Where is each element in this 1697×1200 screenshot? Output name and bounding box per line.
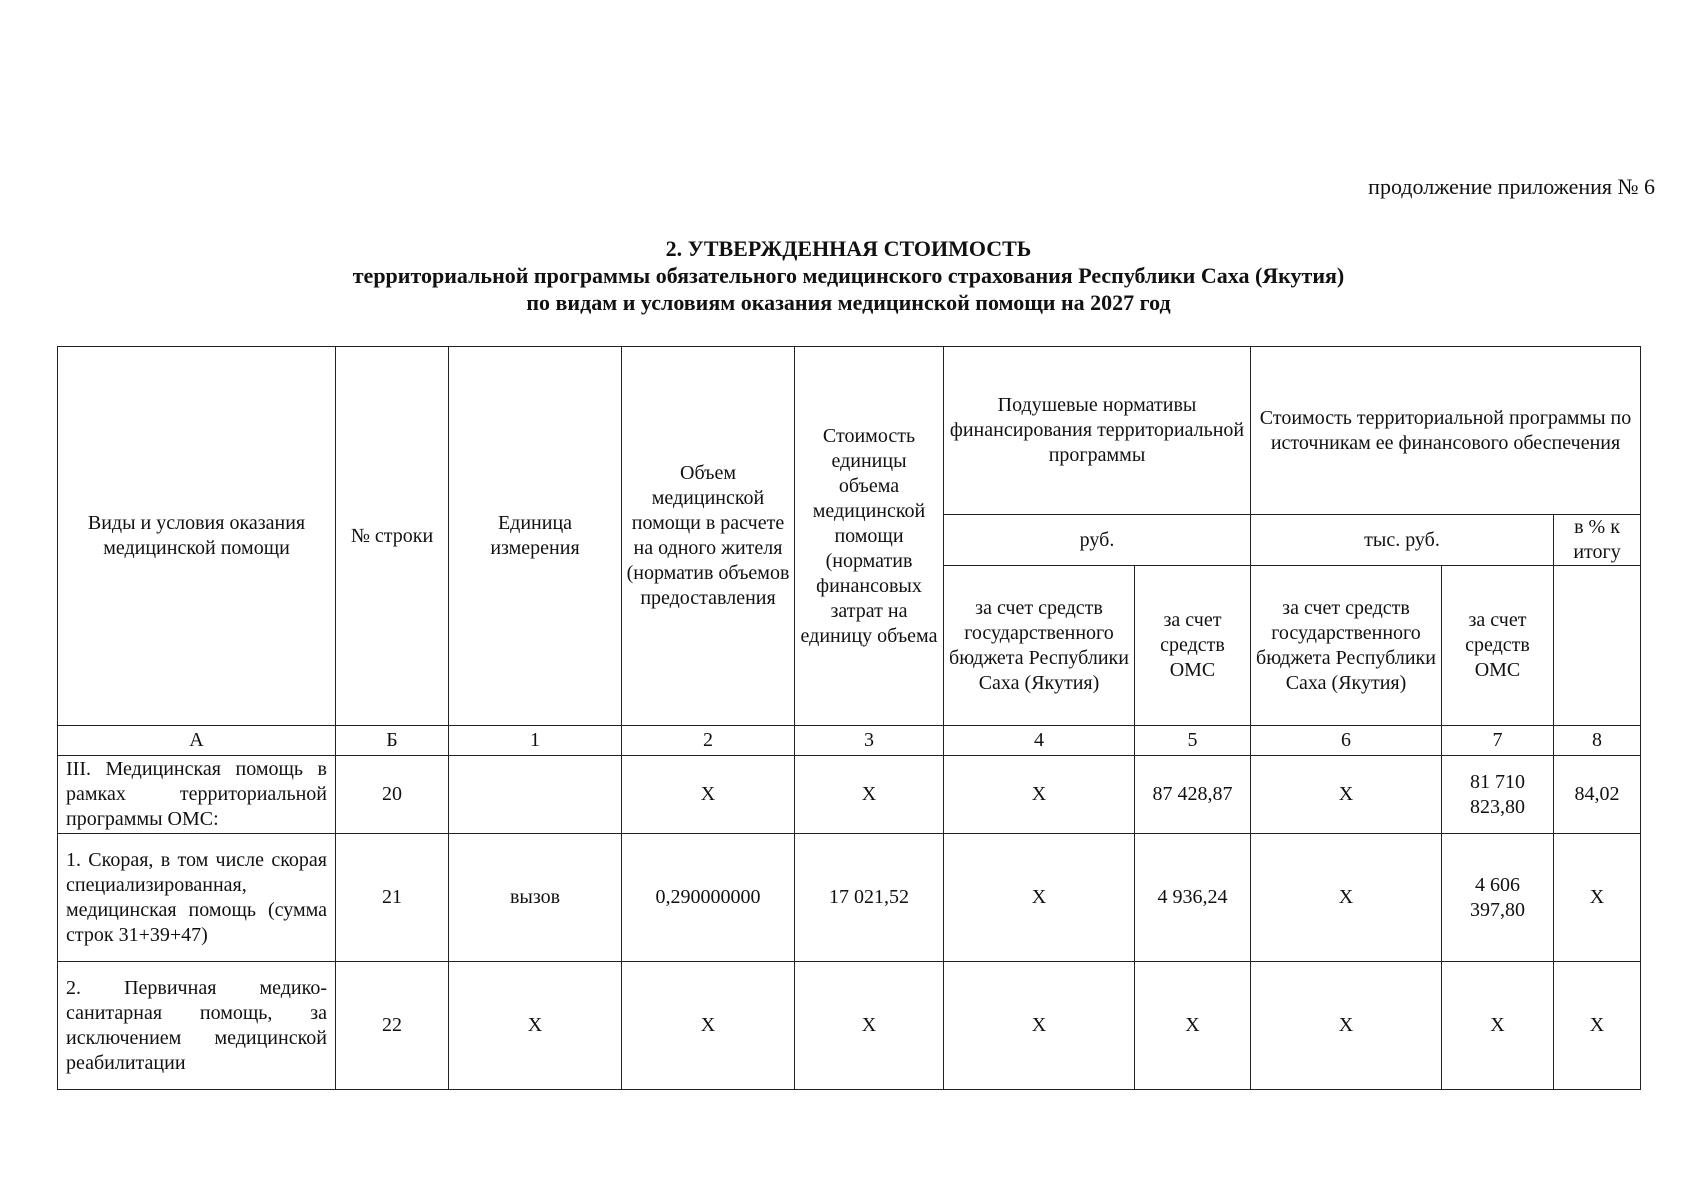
row-per-capita-oms: 87 428,87: [1135, 756, 1251, 834]
row-volume: Х: [622, 756, 795, 834]
header-col-2: Объем медицинской помощи в расчете на одного жителя (норматив объемов предоставления: [622, 347, 795, 726]
header-col-6: за счет средств государственного бюджета Республики Саха (Якутия): [1251, 566, 1442, 726]
index-cell: А: [58, 726, 336, 756]
row-per-capita-oms: Х: [1135, 962, 1251, 1090]
row-cost-budget: Х: [1251, 962, 1442, 1090]
row-percent: 84,02: [1554, 756, 1641, 834]
header-col-b: № строки: [336, 347, 449, 726]
header-row-1: [58, 347, 1641, 515]
index-cell: Б: [336, 726, 449, 756]
row-line-number: 21: [336, 834, 449, 962]
row-cost-budget: Х: [1251, 834, 1442, 962]
row-unit-cost: Х: [795, 962, 944, 1090]
index-cell: 1: [449, 726, 622, 756]
index-cell: 6: [1251, 726, 1442, 756]
index-cell: 7: [1442, 726, 1554, 756]
header-col-7: за счет средств ОМС: [1442, 566, 1554, 726]
row-per-capita-oms: 4 936,24: [1135, 834, 1251, 962]
header-unit-rub: руб.: [944, 515, 1251, 566]
header-group-cost: Стоимость территориальной программы по источникам ее финансового обеспечения: [1251, 347, 1641, 515]
table-row: [58, 756, 1641, 834]
row-cost-oms: 4 606 397,80: [1442, 834, 1554, 962]
document-title: [0, 235, 1697, 316]
column-index-row: [58, 726, 1641, 756]
header-col-1: Единица измерения: [449, 347, 622, 726]
row-per-capita-budget: Х: [944, 834, 1135, 962]
index-cell: 2: [622, 726, 795, 756]
row-unit: Х: [449, 962, 622, 1090]
header-col-5: за счет средств ОМС: [1135, 566, 1251, 726]
row-name: 1. Скорая, в том числе скорая специализированная, медицинская помощь (сумма строк 31+39+47): [58, 834, 336, 962]
index-cell: 5: [1135, 726, 1251, 756]
title-line-1: 2. УТВЕРЖДЕННАЯ СТОИМОСТЬ: [665, 236, 1032, 261]
row-unit: вызов: [449, 834, 622, 962]
header-col-3: Стоимость единицы объема медицинской помощи (норматив финансовых затрат на единицу объема: [795, 347, 944, 726]
header-unit-percent: в % к итогу: [1554, 515, 1641, 566]
row-percent: Х: [1554, 962, 1641, 1090]
row-percent: Х: [1554, 834, 1641, 962]
row-cost-oms: 81 710 823,80: [1442, 756, 1554, 834]
index-cell: 4: [944, 726, 1135, 756]
title-line-2: территориальной программы обязательного медицинского страхования Республики Саха (Якутия): [352, 263, 1345, 288]
table-row: [58, 962, 1641, 1090]
row-unit-cost: 17 021,52: [795, 834, 944, 962]
row-cost-oms: Х: [1442, 962, 1554, 1090]
row-unit: [449, 756, 622, 834]
row-cost-budget: Х: [1251, 756, 1442, 834]
cost-table: [57, 346, 1641, 1090]
header-unit-thousand-rub: тыс. руб.: [1251, 515, 1554, 566]
row-per-capita-budget: Х: [944, 962, 1135, 1090]
row-line-number: 20: [336, 756, 449, 834]
row-name: 2. Первичная медико-санитарная помощь, за исключением медицинской реабилитации: [58, 962, 336, 1090]
index-cell: 3: [795, 726, 944, 756]
header-col-4: за счет средств государственного бюджета Республики Саха (Якутия): [944, 566, 1135, 726]
row-per-capita-budget: Х: [944, 756, 1135, 834]
appendix-continuation-note: продолжение приложения № 6: [1368, 174, 1655, 199]
row-volume: Х: [622, 962, 795, 1090]
row-unit-cost: Х: [795, 756, 944, 834]
header-col-8-empty: [1554, 566, 1641, 726]
row-volume: 0,290000000: [622, 834, 795, 962]
row-name: III. Медицинская помощь в рамках территориальной программы ОМС:: [58, 756, 336, 834]
table-row: [58, 834, 1641, 962]
header-col-a: Виды и условия оказания медицинской помощи: [58, 347, 336, 726]
index-cell: 8: [1554, 726, 1641, 756]
row-line-number: 22: [336, 962, 449, 1090]
header-group-per-capita: Подушевые нормативы финансирования территориальной программы: [944, 347, 1251, 515]
title-line-3: по видам и условиям оказания медицинской помощи на 2027 год: [526, 290, 1171, 315]
